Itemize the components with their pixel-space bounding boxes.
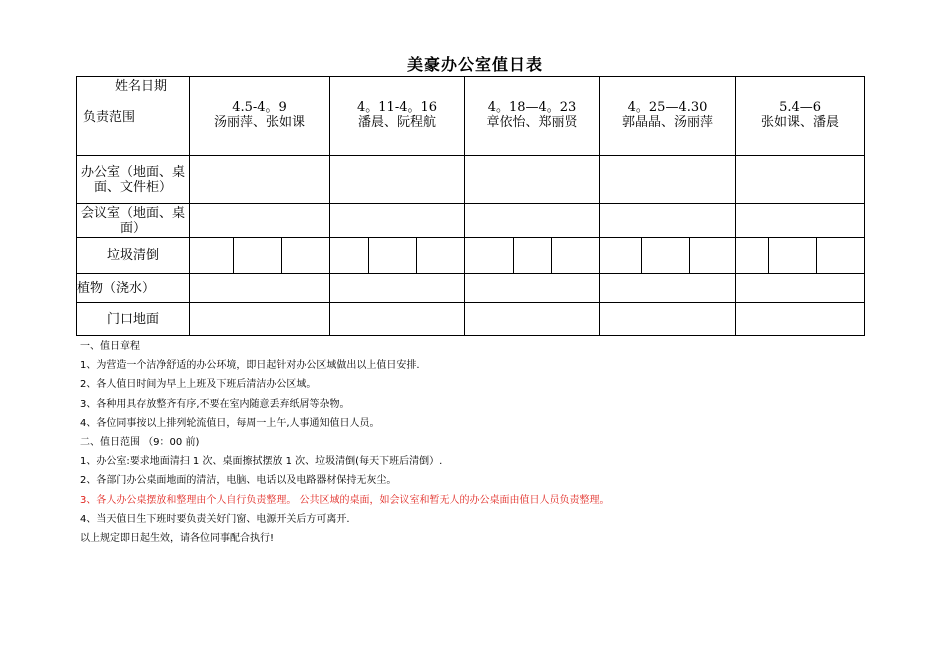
table-row (77, 274, 865, 303)
duty-cell (690, 238, 736, 274)
period-dates: 5.4—6 (779, 100, 822, 115)
duty-cell (190, 204, 330, 238)
period-dates: 4。11-4。16 (357, 100, 438, 115)
row-label-office: 办公室（地面、桌面、文件柜） (77, 156, 190, 204)
duty-cell (190, 156, 330, 204)
duty-cell (369, 238, 417, 274)
duty-cell (769, 238, 817, 274)
duty-cell (600, 274, 736, 303)
rule-item: 3、各种用具存放整齐有序,不要在室内随意丢弃纸屑等杂物。 (80, 398, 350, 410)
duty-cell (417, 238, 465, 274)
duty-cell (234, 238, 282, 274)
duty-cell (736, 274, 865, 303)
duty-cell (642, 238, 690, 274)
header-row (77, 77, 865, 156)
duty-cell (330, 274, 465, 303)
period-names: 汤丽萍、张如课 (213, 115, 305, 130)
row-label-trash: 垃圾清倒 (77, 238, 190, 274)
duty-cell (736, 238, 769, 274)
table-row (77, 303, 865, 336)
duty-rules (80, 337, 880, 548)
row-label-meeting-room: 会议室（地面、桌面） (77, 204, 190, 238)
period-header-5 (736, 77, 865, 156)
closing-statement: 以上规定即日起生效，请各位同事配合执行! (80, 533, 275, 545)
period-names: 张如课、潘晨 (761, 115, 840, 130)
duty-cell (600, 156, 736, 204)
period-header-1 (190, 77, 330, 156)
duty-cell (736, 303, 865, 336)
duty-cell (552, 238, 600, 274)
period-header-3 (465, 77, 600, 156)
scope-item: 2、各部门办公桌面地面的清洁，电脑、电话以及电路器材保持无灰尘。 (80, 475, 397, 487)
duty-cell (465, 274, 600, 303)
duty-cell (600, 204, 736, 238)
page-title: 美豪办公室值日表 (406, 55, 543, 74)
rule-item: 4、各位同事按以上排列轮流值日，每周一上午,人事通知值日人员。 (80, 417, 380, 429)
period-dates: 4。25—4.30 (627, 100, 708, 115)
duty-cell (330, 303, 465, 336)
table-row (77, 238, 865, 274)
row-label-entrance: 门口地面 (77, 303, 190, 336)
period-header-4 (600, 77, 736, 156)
duty-cell (190, 274, 330, 303)
rule-item: 2、各人值日时间为早上上班及下班后清洁办公区域。 (80, 379, 317, 391)
scope-item: 1、办公室:要求地面清扫 1 次、桌面擦拭摆放 1 次、垃圾清倒(每天下班后清倒）. (80, 456, 443, 468)
period-dates: 4.5-4。9 (232, 100, 287, 115)
table-row (77, 156, 865, 204)
header-corner-top: 姓名日期 (115, 79, 168, 94)
header-corner-bottom: 负责范围 (83, 110, 136, 125)
duty-cell (600, 303, 736, 336)
rules-heading: 一、值日章程 (80, 341, 140, 352)
duty-cell (514, 238, 552, 274)
period-names: 章依怡、郑丽贤 (486, 115, 578, 130)
duty-cell (190, 238, 234, 274)
table-row (77, 204, 865, 238)
duty-cell (817, 238, 865, 274)
scope-heading: 二、值日范围 （9：00 前) (80, 437, 200, 449)
scope-item-highlight: 3、各人办公桌摆放和整理由个人自行负责整理。 公共区域的桌面，如会议室和暂无人的办公桌面由值日人员负责整理。 (80, 494, 610, 506)
duty-cell (736, 204, 865, 238)
period-names: 郭晶晶、汤丽萍 (622, 115, 714, 130)
duty-cell (282, 238, 330, 274)
period-dates: 4。18—4。23 (487, 100, 577, 115)
duty-cell (465, 303, 600, 336)
duty-cell (330, 238, 369, 274)
duty-cell (465, 156, 600, 204)
duty-cell (330, 204, 465, 238)
duty-cell (190, 303, 330, 336)
row-label-plants: 植物（浇水） (77, 274, 190, 303)
duty-roster-table (76, 76, 865, 336)
duty-cell (465, 238, 514, 274)
duty-cell (600, 238, 642, 274)
duty-cell (465, 204, 600, 238)
period-header-2 (330, 77, 465, 156)
duty-cell (330, 156, 465, 204)
rule-item: 1、为营造一个洁净舒适的办公环境，即日起针对办公区域做出以上值日安排. (80, 360, 420, 372)
period-names: 潘晨、阮程航 (358, 115, 437, 130)
scope-item: 4、当天值日生下班时要负责关好门窗、电源开关后方可离开. (80, 513, 350, 525)
duty-cell (736, 156, 865, 204)
header-corner-cell (77, 77, 190, 156)
